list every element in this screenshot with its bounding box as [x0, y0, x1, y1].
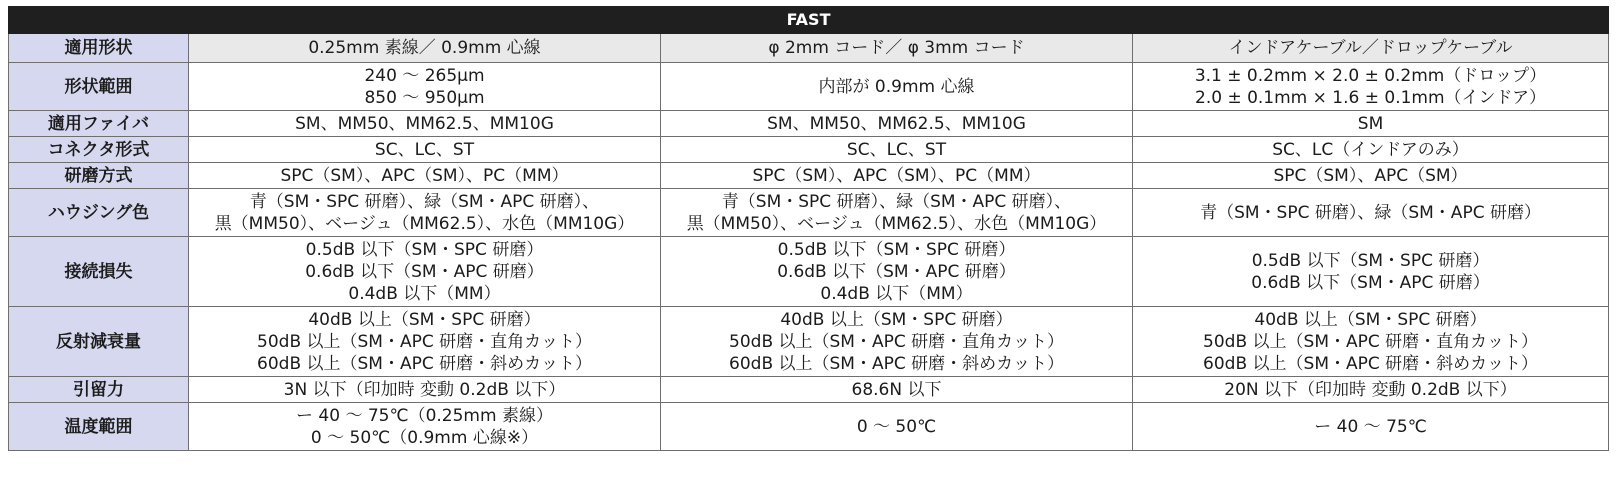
table-cell	[661, 237, 1133, 307]
cell-line: SM、MM50、MM62.5、MM10G	[295, 113, 554, 134]
row-label: コネクタ形式	[9, 137, 189, 163]
table-cell	[1133, 377, 1609, 403]
fast-spec-table	[8, 6, 1609, 451]
spec-table-body	[9, 7, 1609, 451]
cell-line: SPC（SM）、APC（SM）	[1273, 165, 1468, 186]
column-header: φ 2mm コード／ φ 3mm コード	[661, 34, 1133, 63]
cell-line: SPC（SM）、APC（SM）、PC（MM）	[752, 165, 1041, 186]
cell-line: 240 ～ 265μm	[364, 65, 485, 86]
cell-line: 3N 以下（印加時 変動 0.2dB 以下）	[283, 379, 566, 400]
table-row	[9, 189, 1609, 237]
table-row	[9, 163, 1609, 189]
table-cell	[661, 137, 1133, 163]
cell-line: 50dB 以上（SM・APC 研磨・直角カット）	[729, 331, 1064, 352]
column-header: 0.25mm 素線／ 0.9mm 心線	[189, 34, 661, 63]
table-row	[9, 403, 1609, 451]
cell-line: 40dB 以上（SM・SPC 研磨）	[308, 309, 541, 330]
cell-line: 0.6dB 以下（SM・APC 研磨）	[305, 261, 544, 282]
table-row	[9, 307, 1609, 377]
cell-line: 60dB 以上（SM・APC 研磨・斜めカット）	[729, 353, 1064, 374]
cell-line: 0.4dB 以下（MM）	[348, 283, 501, 304]
row-label: 接続損失	[9, 237, 189, 307]
column-header: インドアケーブル／ドロップケーブル	[1133, 34, 1609, 63]
cell-line: 0.5dB 以下（SM・SPC 研磨）	[305, 239, 544, 260]
table-cell	[189, 163, 661, 189]
table-title: FAST	[9, 7, 1609, 34]
row-label: ハウジング色	[9, 189, 189, 237]
table-cell	[1133, 189, 1609, 237]
cell-line: 0.6dB 以下（SM・APC 研磨）	[1251, 272, 1490, 293]
table-cell	[661, 111, 1133, 137]
row-label: 引留力	[9, 377, 189, 403]
row-label: 適用ファイバ	[9, 111, 189, 137]
table-cell	[661, 189, 1133, 237]
cell-line: 60dB 以上（SM・APC 研磨・斜めカット）	[1203, 353, 1538, 374]
table-cell	[661, 377, 1133, 403]
cell-line: 青（SM・SPC 研磨）、緑（SM・APC 研磨）、	[249, 191, 600, 212]
table-cell	[189, 237, 661, 307]
cell-line: SM	[1357, 113, 1384, 134]
table-cell	[661, 307, 1133, 377]
row-label: 形状範囲	[9, 63, 189, 111]
table-cell	[189, 63, 661, 111]
cell-line: 青（SM・SPC 研磨）、緑（SM・APC 研磨）	[1200, 202, 1541, 223]
cell-line: 0.6dB 以下（SM・APC 研磨）	[777, 261, 1016, 282]
table-cell	[661, 403, 1133, 451]
row-label: 反射減衰量	[9, 307, 189, 377]
row-label: 温度範囲	[9, 403, 189, 451]
table-row	[9, 237, 1609, 307]
table-cell	[1133, 307, 1609, 377]
table-cell	[189, 377, 661, 403]
header-row	[9, 34, 1609, 63]
cell-line: SM、MM50、MM62.5、MM10G	[767, 113, 1026, 134]
table-cell	[189, 111, 661, 137]
table-cell	[1133, 137, 1609, 163]
table-row	[9, 111, 1609, 137]
table-cell	[189, 137, 661, 163]
cell-line: 20N 以下（印加時 変動 0.2dB 以下）	[1224, 379, 1517, 400]
table-row	[9, 137, 1609, 163]
table-cell	[189, 189, 661, 237]
cell-line: 40dB 以上（SM・SPC 研磨）	[1254, 309, 1487, 330]
cell-line: 850 ～ 950μm	[364, 87, 485, 108]
table-cell	[1133, 237, 1609, 307]
cell-line: 0.5dB 以下（SM・SPC 研磨）	[1251, 250, 1490, 271]
cell-line: 40dB 以上（SM・SPC 研磨）	[780, 309, 1013, 330]
table-cell	[661, 163, 1133, 189]
cell-line: ー 40 ～ 75℃	[1314, 416, 1427, 437]
table-cell	[1133, 163, 1609, 189]
cell-line: 青（SM・SPC 研磨）、緑（SM・APC 研磨）、	[721, 191, 1072, 212]
table-cell	[189, 403, 661, 451]
header-label: 適用形状	[9, 34, 189, 63]
cell-line: 68.6N 以下	[851, 379, 942, 400]
cell-line: 黒（MM50）、ベージュ（MM62.5）、水色（MM10G）	[214, 213, 635, 234]
cell-line: 50dB 以上（SM・APC 研磨・直角カット）	[257, 331, 592, 352]
cell-line: 0 ～ 50℃	[856, 416, 937, 437]
table-cell	[1133, 111, 1609, 137]
table-cell	[189, 307, 661, 377]
cell-line: 0.4dB 以下（MM）	[820, 283, 973, 304]
cell-line: ー 40 ～ 75℃（0.25mm 素線）	[296, 405, 553, 426]
cell-line: SC、LC（インドアのみ）	[1272, 139, 1469, 160]
table-cell	[1133, 403, 1609, 451]
table-row	[9, 63, 1609, 111]
cell-line: 2.0 ± 0.1mm × 1.6 ± 0.1mm（インドア）	[1195, 87, 1547, 108]
cell-line: 黒（MM50）、ベージュ（MM62.5）、水色（MM10G）	[686, 213, 1107, 234]
cell-line: 60dB 以上（SM・APC 研磨・斜めカット）	[257, 353, 592, 374]
cell-line: 0.5dB 以下（SM・SPC 研磨）	[777, 239, 1016, 260]
cell-line: SC、LC、ST	[374, 139, 475, 160]
cell-line: 50dB 以上（SM・APC 研磨・直角カット）	[1203, 331, 1538, 352]
cell-line: SC、LC、ST	[846, 139, 947, 160]
row-label: 研磨方式	[9, 163, 189, 189]
cell-line: 内部が 0.9mm 心線	[818, 76, 975, 97]
table-cell	[1133, 63, 1609, 111]
title-row	[9, 7, 1609, 34]
cell-line: SPC（SM）、APC（SM）、PC（MM）	[280, 165, 569, 186]
cell-line: 3.1 ± 0.2mm × 2.0 ± 0.2mm（ドロップ）	[1194, 65, 1547, 86]
cell-line: 0 ～ 50℃（0.9mm 心線※）	[310, 427, 539, 448]
spec-table-wrapper	[8, 6, 1608, 451]
table-cell	[661, 63, 1133, 111]
table-row	[9, 377, 1609, 403]
